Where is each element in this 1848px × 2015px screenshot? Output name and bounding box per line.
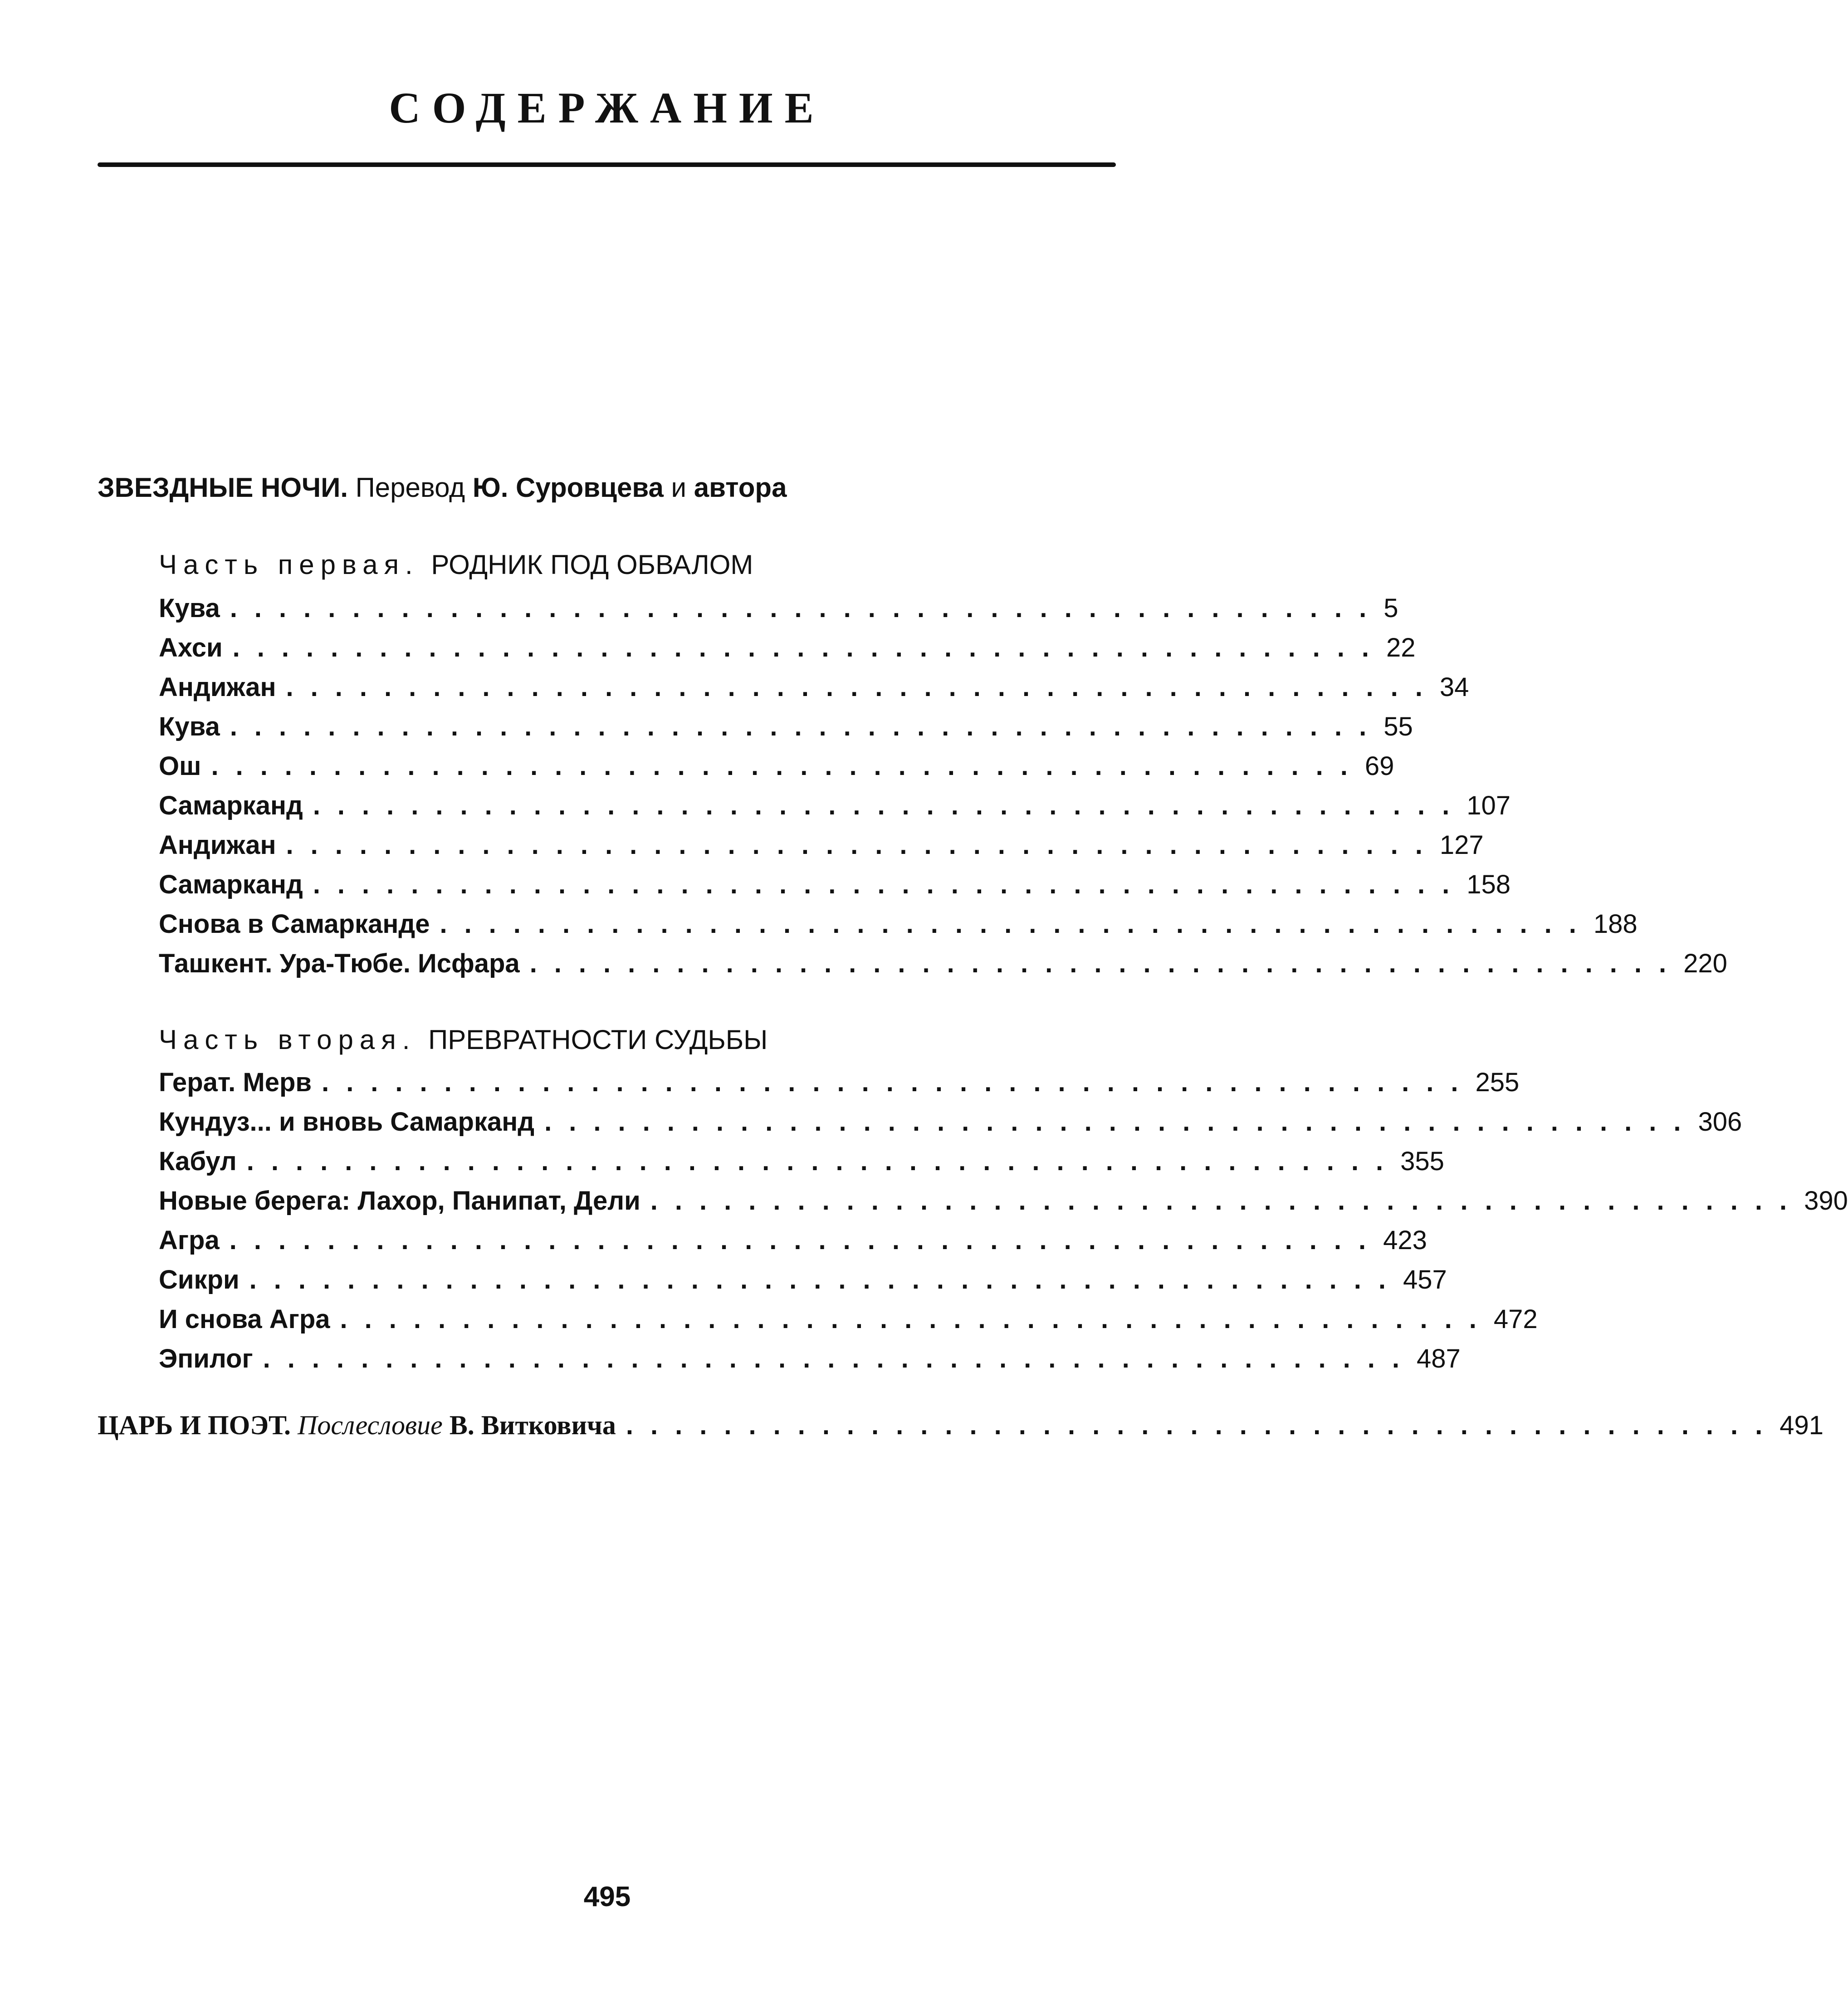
dot-leader: ...............................................: [249, 1265, 1403, 1294]
toc-entry[interactable]: [159, 1302, 1538, 1337]
dot-leader: ...............................................: [230, 593, 1384, 623]
entry-label: Кабул: [159, 1147, 237, 1176]
dot-leader: ...............................................: [650, 1186, 1804, 1216]
entry-page: 34: [1439, 672, 1469, 702]
entry-label: Самарканд: [159, 791, 303, 820]
dot-leader: ...............................................: [229, 1226, 1384, 1255]
entry-page: 355: [1400, 1147, 1444, 1176]
entry-page: 22: [1386, 633, 1416, 662]
toc-entry[interactable]: [159, 867, 1511, 902]
afterword-page: 491: [1780, 1411, 1824, 1440]
entry-label: Самарканд: [159, 870, 303, 899]
entry-page: 390: [1804, 1186, 1848, 1216]
toc-entry[interactable]: [159, 788, 1511, 824]
entry-label: Кундуз... и вновь Самарканд: [159, 1107, 535, 1137]
and-word: и: [671, 472, 687, 503]
part-one-heading: [159, 551, 753, 579]
dot-leader: ...............................................: [246, 1147, 1401, 1176]
work-title: ЗВЕЗДНЫЕ НОЧИ.: [98, 472, 348, 503]
entry-page: 220: [1683, 949, 1727, 978]
dot-leader: ...............................................: [322, 1068, 1476, 1097]
part-two-label: Часть вторая.: [159, 1025, 416, 1055]
work-heading: [98, 474, 787, 501]
toc-entry[interactable]: [159, 1144, 1444, 1179]
afterword-title: ЦАРЬ И ПОЭТ.: [98, 1410, 291, 1440]
toc-entry[interactable]: [159, 670, 1469, 705]
part-one-label: Часть первая.: [159, 549, 419, 580]
entry-page: 69: [1364, 751, 1394, 781]
dot-leader: ...............................................: [211, 751, 1365, 781]
entry-page: 55: [1384, 712, 1413, 741]
page-title: СОДЕРЖАНИЕ: [389, 83, 826, 132]
entry-label: Сикри: [159, 1265, 240, 1294]
part-two-name: ПРЕВРАТНОСТИ СУДЬБЫ: [428, 1025, 768, 1055]
entry-page: 127: [1439, 830, 1484, 860]
entry-label: Новые берега: Лахор, Панипат, Дели: [159, 1186, 640, 1216]
afterword-entry[interactable]: [98, 1407, 1824, 1443]
dot-leader: ...............................................: [544, 1107, 1698, 1137]
entry-page: 423: [1383, 1226, 1427, 1255]
entry-label: Герат. Мерв: [159, 1068, 312, 1097]
toc-entry[interactable]: [159, 1183, 1848, 1219]
entry-page: 457: [1403, 1265, 1447, 1294]
translator-name: Ю. Суровцева: [472, 472, 664, 503]
afterword-author: В. Витковича: [449, 1410, 616, 1440]
dot-leader: ...............................................: [626, 1411, 1780, 1440]
toc-entry[interactable]: [159, 1065, 1520, 1100]
entry-page: 188: [1593, 909, 1638, 939]
entry-page: 487: [1417, 1344, 1461, 1373]
entry-label: Андижан: [159, 672, 276, 702]
entry-label: Агра: [159, 1226, 220, 1255]
toc-entry[interactable]: [159, 1104, 1742, 1140]
toc-entry[interactable]: [159, 907, 1638, 942]
entry-page: 255: [1475, 1068, 1520, 1097]
toc-entry[interactable]: [159, 749, 1394, 784]
entry-page: 158: [1467, 870, 1511, 899]
entry-page: 107: [1467, 791, 1511, 820]
entry-label: Ош: [159, 751, 201, 781]
toc-entry[interactable]: [159, 630, 1416, 666]
entry-label: И снова Агра: [159, 1304, 330, 1334]
toc-entry[interactable]: [159, 1223, 1427, 1258]
toc-entry[interactable]: [159, 591, 1398, 626]
toc-entry[interactable]: [159, 1262, 1447, 1298]
title-rule: [98, 162, 1116, 167]
afterword-label: [98, 1407, 626, 1443]
page-number: 495: [583, 1881, 631, 1912]
dot-leader: ...............................................: [313, 791, 1467, 820]
dot-leader: ...............................................: [440, 909, 1594, 939]
toc-entry[interactable]: [159, 946, 1727, 981]
toc-entry[interactable]: [159, 828, 1484, 863]
entry-label: Кува: [159, 593, 220, 623]
translation-prefix: Перевод: [355, 472, 465, 503]
entry-label: Ахси: [159, 633, 223, 662]
dot-leader: ...............................................: [286, 830, 1440, 860]
toc-entry[interactable]: [159, 709, 1413, 745]
dot-leader: ...............................................: [340, 1304, 1494, 1334]
entry-label: Снова в Самарканде: [159, 909, 430, 939]
entry-page: 306: [1698, 1107, 1742, 1137]
dot-leader: ...............................................: [230, 712, 1384, 741]
afterword-genre: Послесловие: [298, 1410, 443, 1440]
dot-leader: ...............................................: [263, 1344, 1417, 1373]
dot-leader: ...............................................: [286, 672, 1440, 702]
entry-label: Андижан: [159, 830, 276, 860]
part-one-name: РОДНИК ПОД ОБВАЛОМ: [431, 549, 753, 580]
author-word: автора: [694, 472, 787, 503]
dot-leader: ...............................................: [529, 949, 1684, 978]
dot-leader: ...............................................: [232, 633, 1386, 662]
dot-leader: ...............................................: [313, 870, 1467, 899]
toc-entry[interactable]: [159, 1341, 1461, 1377]
entry-label: Эпилог: [159, 1344, 253, 1373]
entry-label: Кува: [159, 712, 220, 741]
entry-label: Ташкент. Ура-Тюбе. Исфара: [159, 949, 520, 978]
entry-page: 472: [1493, 1304, 1538, 1334]
entry-page: 5: [1384, 593, 1398, 623]
part-two-heading: [159, 1026, 768, 1054]
